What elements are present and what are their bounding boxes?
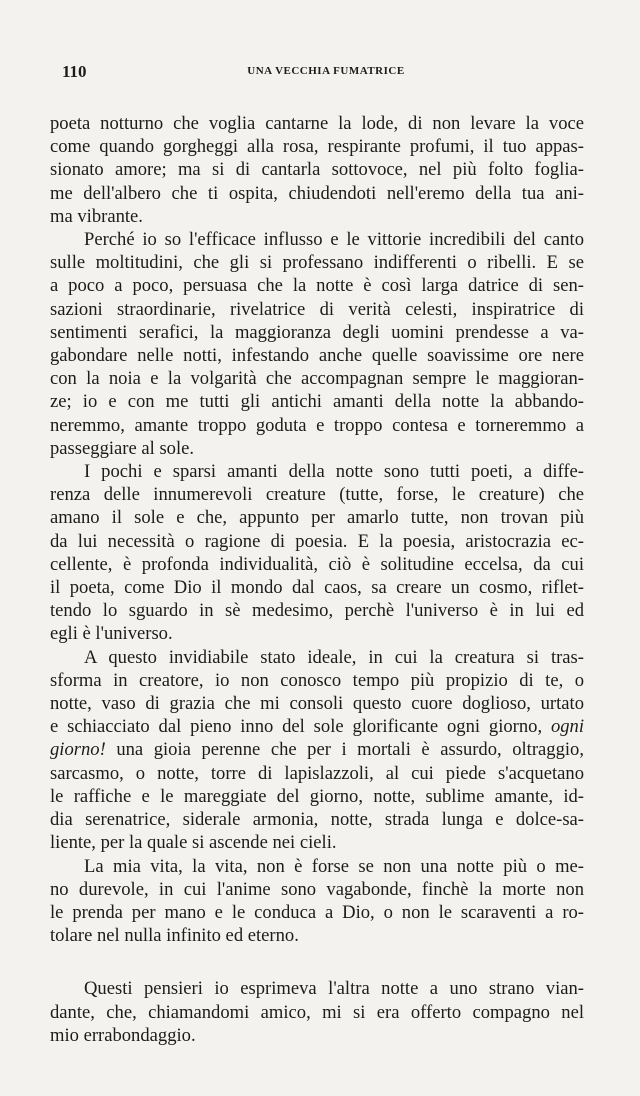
text-line: notte, vaso di grazia che mi consoli questo cuore doglioso, urtato	[50, 693, 584, 715]
text-line: neremmo, amante troppo goduta e troppo contesa e torneremmo a	[50, 414, 584, 436]
text-line: giorno! una gioia perenne che per i mortali è assurdo, oltraggio,	[50, 739, 584, 761]
text-line: La mia vita, la vita, non è forse se non una notte più o me-	[84, 855, 584, 877]
text-line: no durevole, in cui l'anime sono vagabonde, finchè la morte non	[50, 878, 584, 900]
section-break	[50, 947, 584, 977]
text-line: e schiacciato dal pieno inno del sole glorificante ogni giorno, ogni	[50, 716, 584, 738]
text-line: amano il sole e che, appunto per amarlo tutte, non trovan più	[50, 507, 584, 529]
text-line: ze; io e con me tutti gli antichi amanti della notte la abbando-	[50, 391, 584, 413]
text-line: a poco a poco, persuasa che la notte è così larga datrice di sen-	[50, 275, 584, 297]
text-line: le raffiche e le mareggiate del giorno, notte, sublime amante, id-	[50, 785, 584, 807]
text-line: sionato amore; ma si di cantarla sottovoce, nel più folto foglia-	[50, 159, 584, 181]
text-line: poeta notturno che voglia cantarne la lode, di non levare la voce	[50, 113, 584, 134]
text-line: sentimenti serafici, la maggioranza degli uomini prendesse a va-	[50, 321, 584, 343]
page-header	[62, 62, 590, 84]
text-line: A questo invidiabile stato ideale, in cui la creatura si tras-	[84, 646, 584, 668]
text-line: con la noia e la volgarità che accompagnan sempre le maggioran-	[50, 368, 584, 390]
text-line: ma vibrante.	[50, 205, 143, 227]
running-head: UNA VECCHIA FUMATRICE	[247, 65, 405, 77]
text-line: mio errabondaggio.	[50, 1024, 196, 1046]
text-line: dia serenatrice, siderale armonia, notte, strada lunga e dolce-sa-	[50, 809, 584, 831]
text-line: renza delle innumerevoli creature (tutte, forse, le creature) che	[50, 484, 584, 506]
text-line: egli è l'universo.	[50, 623, 173, 645]
text-line: come quando gorgheggi alla rosa, respirante profumi, il tuo appas-	[50, 136, 584, 158]
text-line: dante, che, chiamandomi amico, mi si era offerto compagno nel	[50, 1001, 584, 1023]
text-line: il poeta, come Dio il mondo dal caos, sa creare un cosmo, riflet-	[50, 577, 584, 599]
italic-phrase: ogni	[550, 716, 584, 738]
text-line: sazioni straordinarie, rivelatrice di verità celesti, inspiratrice di	[50, 298, 584, 320]
text-line: liente, per la quale si ascende nei cieli.	[50, 832, 337, 854]
text-line: le prenda per mano e le conduca a Dio, o non le scaraventi a ro-	[50, 901, 584, 923]
text-line: gabondare nelle notti, infestando anche quelle soavissime ore nere	[50, 345, 584, 367]
text-line: sforma in creatore, io non conosco tempo più propizio di te, o	[50, 669, 584, 691]
text-line: me dell'albero che ti ospita, chiudendoti nell'eremo della tua ani-	[50, 182, 584, 204]
text-line: I pochi e sparsi amanti della notte sono tutti poeti, a diffe-	[84, 461, 584, 483]
text-line: sulle moltitudini, che gli si professano indifferenti o ribelli. E se	[50, 252, 584, 274]
italic-phrase: giorno!	[50, 739, 106, 761]
text-line: tendo lo sguardo in sè medesimo, perchè l'universo è in lui ed	[50, 600, 584, 622]
text-line: passeggiare al sole.	[50, 437, 195, 459]
text-line: cellente, è profonda individualità, ciò è solitudine eccelsa, da cui	[50, 553, 584, 575]
text-line: da lui necessità o ragione di poesia. E la poesia, aristocrazia ec-	[50, 530, 584, 552]
text-line: Questi pensieri io esprimeva l'altra notte a uno strano vian-	[84, 978, 584, 1000]
page-number: 110	[62, 62, 87, 81]
text-line: sarcasmo, o notte, torre di lapislazzoli, al cui piede s'acquetano	[50, 762, 584, 784]
body-text	[50, 112, 584, 1047]
text-line: Perché io so l'efficace influsso e le vittorie incredibili del canto	[84, 229, 584, 251]
text-line: tolare nel nulla infinito ed eterno.	[50, 925, 299, 947]
